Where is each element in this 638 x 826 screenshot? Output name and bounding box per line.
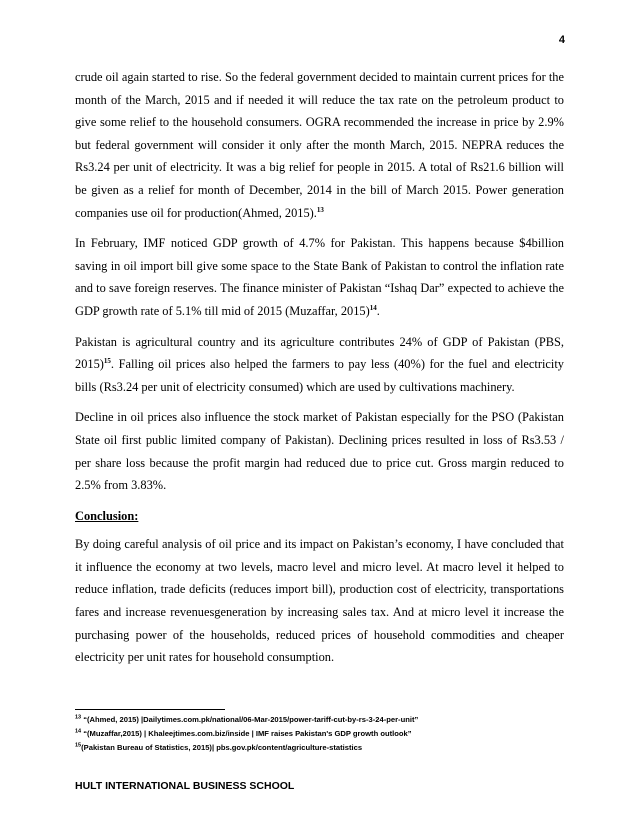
paragraph-text: Decline in oil prices also influence the stock market of Pakistan especially for the PSO (Pakistan State oil first public limited company of Pakistan). Declining prices resulted in loss of Rs3.53 / per share loss because the profit margin had reduced due to price cut. Gross margin reduced to 2.5% from 3.83%. (75, 410, 564, 493)
footnote-ref[interactable]: 13 (316, 205, 324, 214)
footnote-text: (Pakistan Bureau of Statistics, 2015)| pbs.gov.pk/content/agriculture-statistics (81, 743, 363, 752)
paragraph-oil-prices (75, 66, 564, 224)
footnote-text: “(Ahmed, 2015) |Dailytimes.com.pk/national/06-Mar-2015/power-tariff-cut-by-rs-3-24-per-unit” (81, 715, 419, 724)
footnote-separator (75, 709, 225, 710)
footnote-number: 13 (75, 714, 82, 721)
footnote-13 (75, 714, 575, 725)
paragraph-agriculture (75, 331, 564, 399)
conclusion-paragraph: By doing careful analysis of oil price and its impact on Pakistan’s economy, I have concluded that it influence the economy at two levels, macro level and micro level. At macro level it helped to reduce inflation, trade deficits (reduces import bill), production cost of electricity, transportations fares and increase revenuesgeneration by increasing sales tax. And at micro level it increase the purchasing power of the households, reduced prices of household commodities and cheaper electricity per unit rates for household consumption. (75, 537, 564, 665)
page-number: 4 (558, 34, 565, 46)
footnote-text: “(Muzaffar,2015) | Khaleejtimes.com.biz/inside | IMF raises Pakistan's GDP growth outlook” (81, 729, 412, 738)
paragraph-text: crude oil again started to rise. So the federal government decided to maintain current prices for the month of the March, 2015 and if needed it will reduce the tax rate on the petroleum product to give some relief to the household consumers. OGRA recommended the increase in price by 2.9% but federal government will consider it only after the month March, 2015. NEPRA reduces the Rs3.24 per unit of electricity. It was a big relief for people in 2015. A total of Rs21.6 billion will be given as a relief for month of December, 2014 in the bill of March 2015. Power generation companies use oil for production(Ahmed, 2015). (75, 70, 564, 220)
paragraph-stock-market (75, 406, 564, 496)
document-body (75, 66, 564, 677)
paragraph-text: In February, IMF noticed GDP growth of 4.7% for Pakistan. This happens because $4billion saving in oil import bill give some space to the State Bank of Pakistan to control the inflation rate and to save foreign reserves. The finance minister of Pakistan “Ishaq Dar” expected to achieve the GDP growth rate of 5.1% till mid of 2015 (Muzaffar, 2015) (75, 236, 564, 318)
conclusion-heading: Conclusion: (75, 508, 139, 523)
footnote-number: 14 (75, 728, 82, 735)
paragraph-gdp-growth (75, 232, 564, 322)
page-footer: HULT INTERNATIONAL BUSINESS SCHOOL (75, 780, 295, 792)
footnote-15 (75, 742, 575, 753)
paragraph-tail: . Falling oil prices also helped the farmers to pay less (40%) for the fuel and electricity bills (Rs3.24 per unit of electricity consumed) which are used by cultivations machinery. (75, 357, 564, 394)
footnotes (75, 714, 575, 756)
paragraph-text: Pakistan is agricultural country and its agriculture contributes 24% of GDP of Pakistan (PBS, 2015) (75, 334, 564, 372)
footnote-ref[interactable]: 15 (103, 357, 111, 365)
footnote-14 (75, 728, 575, 739)
footnote-number: 15 (75, 742, 82, 749)
paragraph-tail: . (376, 303, 380, 318)
footnote-ref[interactable]: 14 (369, 303, 377, 312)
